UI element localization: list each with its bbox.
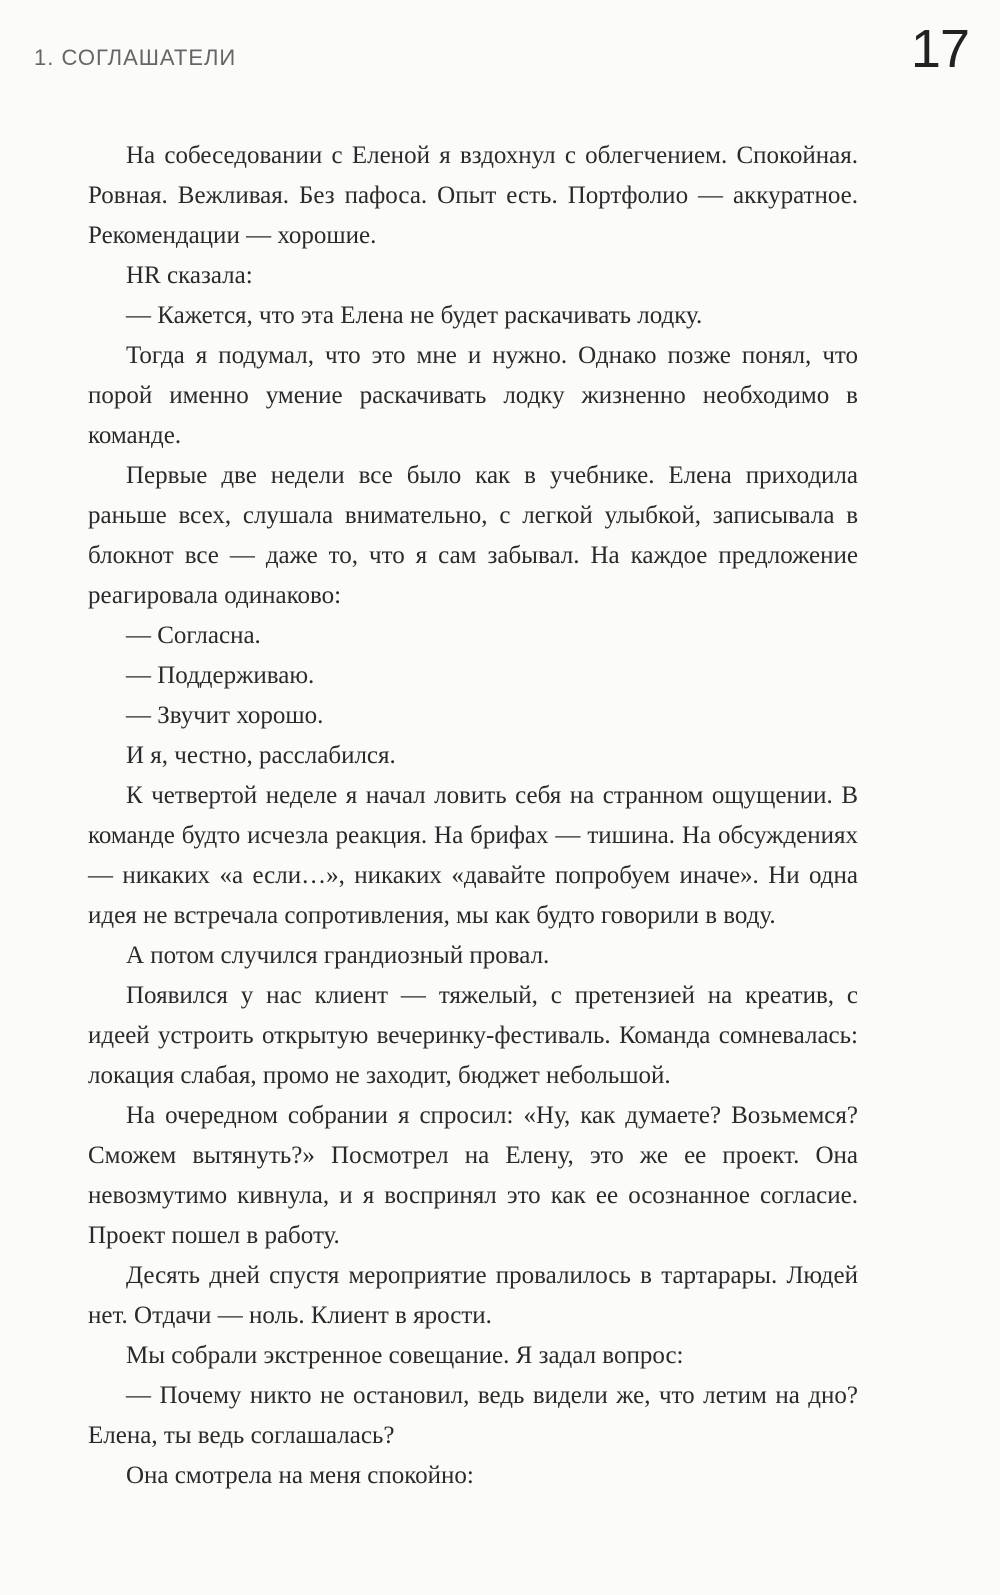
paragraph: — Согласна.: [126, 622, 261, 649]
paragraph: Десять дней спустя мероприятие провалилось в тартарары. Людей нет. Отдачи — ноль. Клиент в ярости.: [88, 1262, 858, 1329]
paragraph: И я, честно, расслабился.: [126, 742, 396, 769]
paragraph: Мы собрали экстренное совещание. Я задал вопрос:: [126, 1342, 684, 1369]
paragraph: — Поддерживаю.: [126, 662, 315, 689]
running-head: 1. СОГЛАШАТЕЛИ: [34, 45, 237, 70]
paragraph: Появился у нас клиент — тяжелый, с претензией на креатив, с идеей устроить открытую вечеринку-фестиваль. Команда сомневалась: локация слабая, промо не заходит, бюджет небольшой.: [88, 982, 858, 1089]
paragraph: — Почему никто не остановил, ведь видели же, что летим на дно? Елена, ты ведь соглашалась?: [88, 1382, 858, 1449]
paragraph: К четвертой неделе я начал ловить себя на странном ощущении. В команде будто исчезла реакция. На брифах — тишина. На обсуждениях — никаких «а если…», никаких «давайте попробуем иначе». Ни одна идея не встречала сопротивления, мы как будто говорили в воду.: [88, 782, 858, 929]
paragraph: HR сказала:: [126, 262, 253, 289]
paragraph: — Кажется, что эта Елена не будет раскачивать лодку.: [126, 302, 703, 329]
paragraph: На очередном собрании я спросил: «Ну, как думаете? Возьмемся? Сможем вытянуть?» Посмотрел на Елену, это же ее проект. Она невозмутимо кивнула, и я воспринял это как ее осознанное согласие. Проект пошел в работу.: [88, 1102, 858, 1249]
paragraph: — Звучит хорошо.: [126, 702, 324, 729]
page-number: 17: [910, 19, 969, 79]
paragraph: На собеседовании с Еленой я вздохнул с облегчением. Спокойная. Ровная. Вежливая. Без пафоса. Опыт есть. Портфолио — аккуратное. Рекомендации — хорошие.: [88, 142, 858, 249]
body-text: [88, 136, 858, 1496]
paragraph: Она смотрела на меня спокойно:: [126, 1462, 474, 1489]
paragraph: А потом случился грандиозный провал.: [126, 942, 550, 969]
paragraph: Первые две недели все было как в учебнике. Елена приходила раньше всех, слушала внимательно, с легкой улыбкой, записывала в блокнот все — даже то, что я сам забывал. На каждое предложение реагировала одинаково:: [88, 462, 858, 609]
paragraph: Тогда я подумал, что это мне и нужно. Однако позже понял, что порой именно умение раскачивать лодку жизненно необходимо в команде.: [88, 342, 858, 449]
